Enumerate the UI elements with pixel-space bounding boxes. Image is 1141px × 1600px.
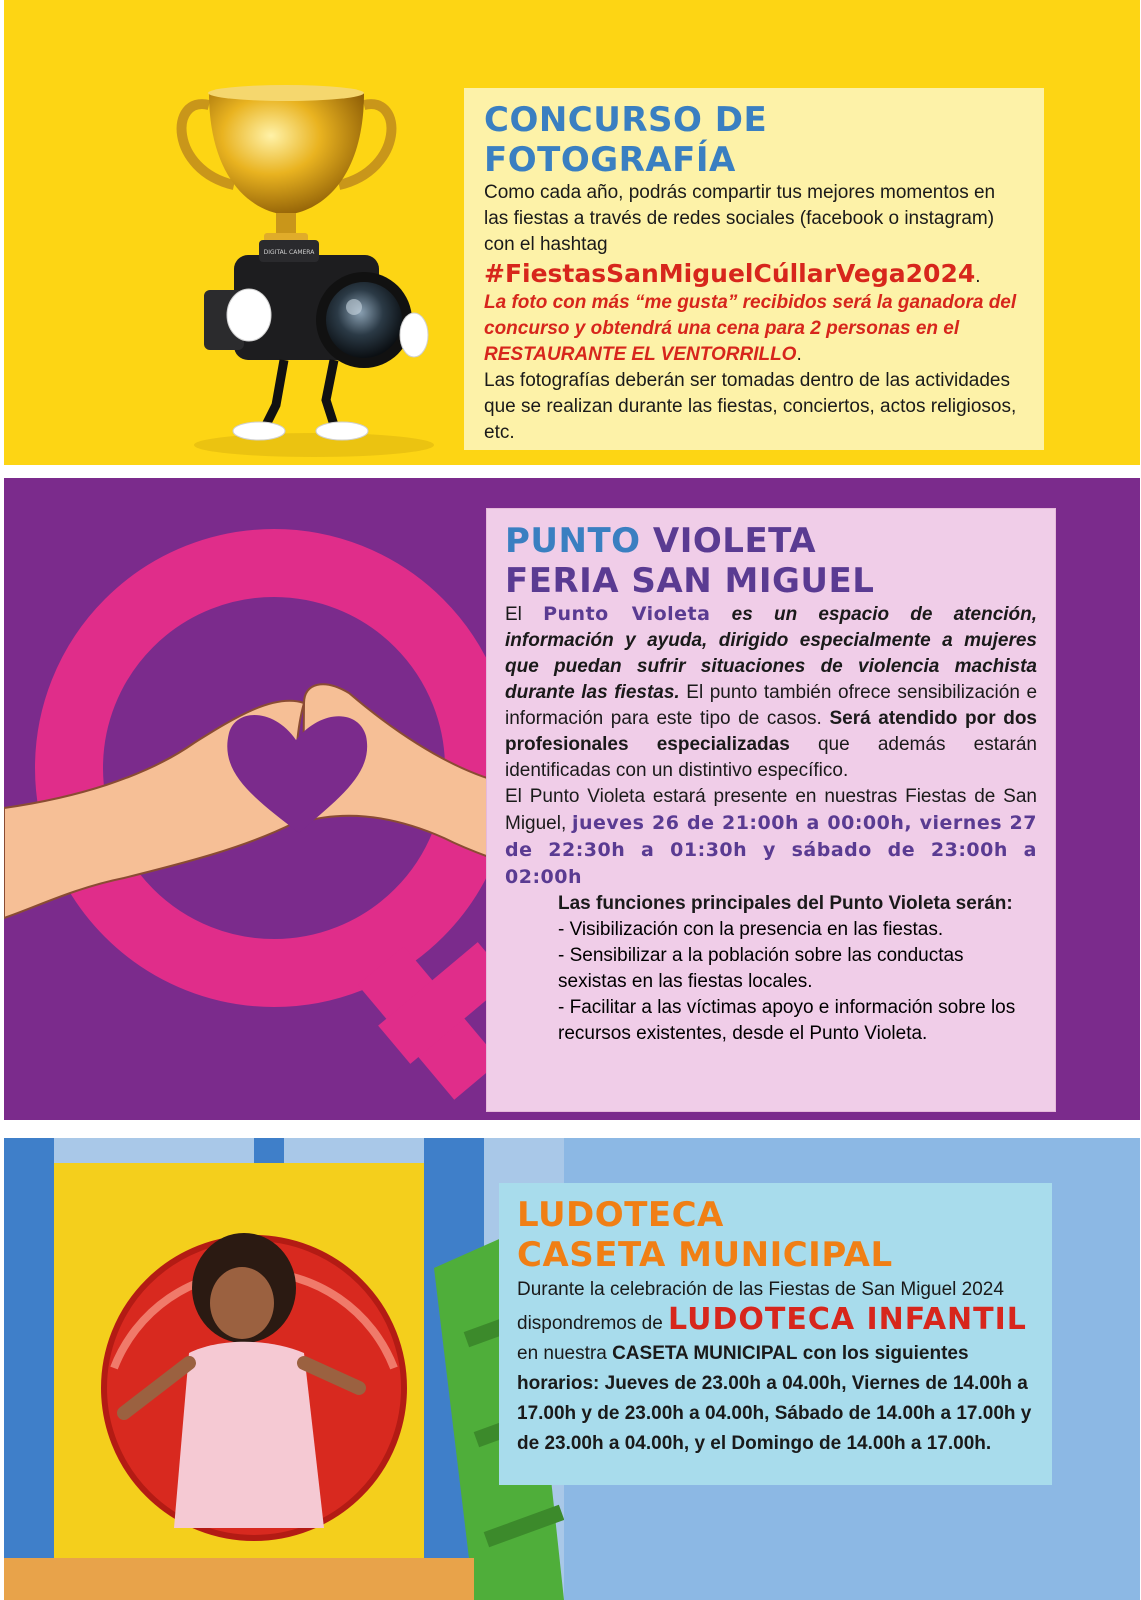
ludoteca-en-nuestra: en nuestra — [517, 1343, 607, 1364]
photo-contest-rules: Las fotografías deberán ser tomadas dentro de las actividades que se realizan durante las fiestas, conciertos, actos religiosos, etc. — [484, 370, 1017, 443]
photo-contest-title — [484, 100, 1024, 180]
para2-intro: El Punto Violeta estará presente en nuestras Fiestas de San Miguel, — [505, 786, 1037, 834]
ludoteca-panel — [4, 1138, 1140, 1600]
punto-violeta-para-2 — [505, 784, 1037, 891]
photo-contest-textbox — [464, 88, 1044, 450]
ludoteca-body — [517, 1275, 1034, 1459]
para1-sensibilizacion: El punto también ofrece sensibilización e información para este tipo de casos. — [505, 682, 1038, 729]
title-line-2: FERIA SAN MIGUEL — [505, 561, 875, 601]
title-word-violeta: VIOLETA — [652, 521, 817, 561]
list-item: - Visibilización con la presencia en las fiestas. — [558, 919, 944, 940]
para1-description: es un espacio de atención, información y ayuda, dirigido especialmente a mujeres que puedan sufrir situaciones de violencia machista durante las fiestas. — [505, 604, 1038, 703]
ludoteca-intro: Durante la celebración de las Fiestas de San Miguel 2024 dispondremos de — [517, 1279, 1004, 1334]
camera-label: DIGITAL CAMERA — [263, 249, 315, 256]
punto-violeta-panel — [4, 478, 1140, 1120]
para1-punto-violeta: Punto Violeta — [543, 603, 711, 625]
ludoteca-caseta: CASETA MUNICIPAL — [612, 1343, 798, 1364]
ludoteca-infantil: LUDOTECA INFANTIL — [668, 1302, 1027, 1337]
trophy-camera-mascot-illustration — [164, 75, 444, 460]
list-item: - Sensibilizar a la población sobre las conductas sexistas en las fiestas locales. — [558, 945, 964, 992]
title-line-1: LUDOTECA — [517, 1195, 724, 1235]
photo-contest-body — [484, 180, 1024, 446]
title-line-2: CASETA MUNICIPAL — [517, 1235, 893, 1275]
prize-text: La foto con más “me gusta” recibidos será la ganadora del concurso y obtendrá una cena para 2 personas en el RESTAURANTE EL VENTORRILLO — [484, 292, 1017, 365]
female-symbol-heart-hands-illustration — [4, 478, 504, 1120]
photo-contest-intro: Como cada año, podrás compartir tus mejores momentos en las fiestas a través de redes sociales (facebook o instagram) con el hashtag — [484, 182, 996, 255]
hashtag-period: . — [975, 266, 981, 287]
prize-period: . — [796, 344, 802, 365]
functions-list — [558, 917, 1037, 1047]
punto-violeta-para-1 — [505, 601, 1037, 784]
title-line-1: CONCURSO DE — [484, 100, 768, 140]
para1-el: El — [505, 604, 522, 625]
title-line-2: FOTOGRAFÍA — [484, 140, 736, 180]
para2-schedule: jueves 26 de 21:00h a 00:00h, viernes 27 de 22:30h a 01:30h y sábado de 23:00h a 02:00h — [505, 812, 1037, 888]
ludoteca-title — [517, 1195, 1034, 1275]
hashtag: #FiestasSanMiguelCúllarVega2024 — [484, 259, 976, 288]
playground-child-photo — [4, 1138, 564, 1600]
punto-violeta-title — [505, 521, 1037, 601]
functions-title: Las funciones principales del Punto Violeta serán: — [558, 893, 1013, 914]
para1-atendido: Será atendido por dos profesionales especializadas — [505, 708, 1038, 755]
title-word-punto: PUNTO — [505, 521, 641, 561]
functions-block — [505, 891, 1037, 1047]
list-item: - Facilitar a las víctimas apoyo e información sobre los recursos existentes, desde el Punto Violeta. — [558, 997, 1016, 1044]
para1-distintivo: que además estarán identificadas con un distintivo específico. — [505, 734, 1037, 781]
punto-violeta-textbox — [486, 508, 1056, 1112]
ludoteca-schedule: con los siguientes horarios: Jueves de 23.00h a 04.00h, Viernes de 14.00h a 17.00h y de 23.00h a 04.00h, Sábado de 14.00h a 17.00h y de 23.00h a 04.00h, y el Domingo de 14.00h a 17.00h. — [517, 1343, 1032, 1454]
photo-contest-panel — [4, 0, 1140, 465]
ludoteca-textbox — [499, 1183, 1052, 1485]
